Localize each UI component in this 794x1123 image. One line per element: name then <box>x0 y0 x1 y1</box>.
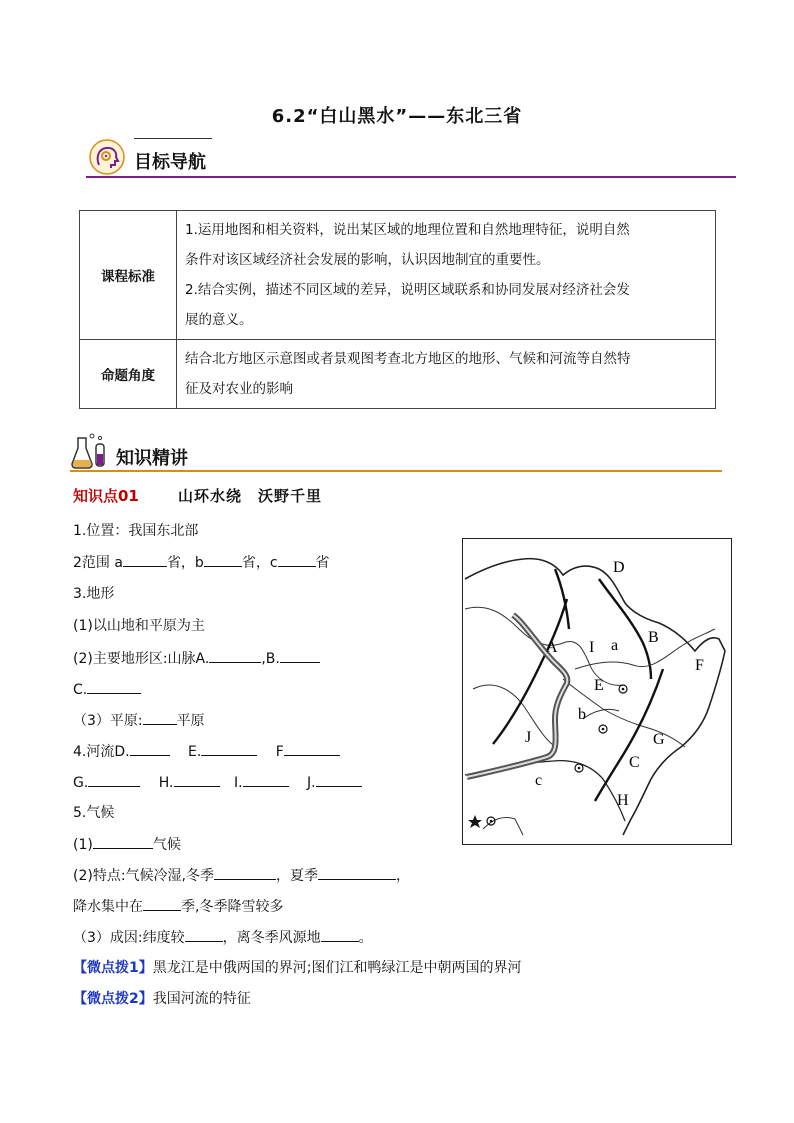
answer-blank[interactable] <box>280 648 320 663</box>
text: F <box>275 744 284 760</box>
line-climate-3 <box>73 896 283 917</box>
tip-label: 【微点拨2】 <box>73 991 153 1007</box>
map-label-i: I <box>589 639 595 656</box>
row-content-angle <box>177 340 716 409</box>
answer-blank[interactable] <box>204 552 242 567</box>
answer-blank[interactable] <box>209 648 261 663</box>
row-label-angle: 命题角度 <box>80 340 177 409</box>
tip-2 <box>73 989 251 1009</box>
text: H. <box>158 775 174 791</box>
line-terrain-c <box>73 679 141 700</box>
map-label-a-lower: a <box>611 637 619 654</box>
answer-blank[interactable] <box>123 552 167 567</box>
standard-line: 1.运用地图和相关资料，说出某区域的地理位置和自然地理特征，说明自然 <box>185 222 630 238</box>
text: 降水集中在 <box>73 899 143 915</box>
text: C. <box>73 682 88 698</box>
answer-blank[interactable] <box>321 927 359 942</box>
tip-label: 【微点拨1】 <box>73 960 153 976</box>
capital-star-icon <box>468 815 482 828</box>
line-climate: 5.气候 <box>73 805 115 821</box>
section-header-goals <box>86 132 736 180</box>
answer-blank[interactable] <box>88 772 140 787</box>
answer-blank[interactable] <box>284 741 340 756</box>
tip-text: 我国河流的特征 <box>152 991 251 1007</box>
table-row <box>80 211 716 340</box>
text: ，离冬季风源地 <box>222 930 321 946</box>
answer-blank[interactable] <box>130 741 170 756</box>
line-rivers-2 <box>73 772 362 793</box>
line-scope <box>73 552 330 573</box>
answer-blank[interactable] <box>174 772 220 787</box>
map-label-a: A <box>546 639 558 656</box>
map-label-h: H <box>617 792 629 809</box>
knowledge-point-heading <box>73 485 322 506</box>
text: 省，b <box>166 555 204 571</box>
map-label-d: D <box>613 559 625 576</box>
answer-blank[interactable] <box>243 772 289 787</box>
tip-text: 黑龙江是中俄两国的界河;图们江和鸭绿江是中朝两国的界河 <box>152 960 522 976</box>
text: ，夏季 <box>276 868 318 884</box>
text: J. <box>307 775 316 791</box>
text: 平原 <box>176 713 205 729</box>
map-label-b-lower: b <box>578 706 586 723</box>
line-terrain-1: (1)以山地和平原为主 <box>73 618 205 634</box>
standard-line: 展的意义。 <box>185 312 253 328</box>
answer-blank[interactable] <box>185 927 223 942</box>
angle-line: 征及对农业的影响 <box>185 381 293 397</box>
page-title: 6.2“白山黑水”——东北三省 <box>271 106 523 127</box>
text: 气候 <box>152 837 181 853</box>
row-content-standard <box>177 211 716 340</box>
line-location: 1.位置：我国东北部 <box>73 523 199 539</box>
knowledge-point-name: 山环水绕 沃野千里 <box>177 487 322 505</box>
line-terrain-2 <box>73 648 320 669</box>
text: 2范围 a <box>73 555 123 571</box>
map-label-c-lower: c <box>535 772 543 789</box>
section-title-knowledge: 知识精讲 <box>116 448 188 469</box>
text: 。 <box>358 930 373 946</box>
answer-blank[interactable] <box>143 896 181 911</box>
answer-blank[interactable] <box>201 741 257 756</box>
section-header-knowledge <box>70 428 722 474</box>
answer-blank[interactable] <box>316 772 362 787</box>
standards-table <box>79 210 716 409</box>
standard-line: 条件对该区域经济社会发展的影响，认识因地制宜的重要性。 <box>185 252 550 268</box>
answer-blank[interactable] <box>143 710 177 725</box>
answer-blank[interactable] <box>318 865 396 880</box>
text: 省，c <box>241 555 278 571</box>
line-climate-1 <box>73 834 181 855</box>
answer-blank[interactable] <box>87 679 141 694</box>
text: （3）平原: <box>73 713 143 729</box>
line-climate-2 <box>73 865 410 886</box>
map-label-e: E <box>594 677 604 694</box>
map-label-b: B <box>648 629 659 646</box>
header-bottom-rule <box>86 176 736 178</box>
text: (1) <box>73 837 93 853</box>
text: ， <box>396 868 410 884</box>
text: (2)特点:气候冷湿,冬季 <box>73 868 214 884</box>
answer-blank[interactable] <box>93 834 153 849</box>
text: ,B. <box>261 651 280 667</box>
standard-line: 2.结合实例，描述不同区域的差异，说明区域联系和协同发展对经济社会发 <box>185 282 630 298</box>
northeast-map <box>462 538 732 845</box>
header-top-rule <box>134 138 212 139</box>
answer-blank[interactable] <box>214 865 276 880</box>
text: 季,冬季降雪较多 <box>181 899 284 915</box>
map-label-c: C <box>629 754 640 771</box>
section-title-goals: 目标导航 <box>134 152 206 173</box>
header-bottom-rule <box>70 470 722 472</box>
text: (2)主要地形区:山脉A. <box>73 651 210 667</box>
line-climate-4 <box>73 927 373 948</box>
text: 省 <box>315 555 330 571</box>
line-terrain: 3.地形 <box>73 586 115 602</box>
map-label-j: J <box>525 729 532 746</box>
line-plain <box>73 710 205 731</box>
text: G. <box>73 775 89 791</box>
text: 4.河流D. <box>73 744 130 760</box>
text: E. <box>188 744 202 760</box>
tip-1 <box>73 958 521 978</box>
text: I. <box>233 775 243 791</box>
head-gears-icon <box>88 138 126 176</box>
text: （3）成因:纬度较 <box>73 930 185 946</box>
line-rivers-1 <box>73 741 340 762</box>
map-label-g: G <box>653 731 665 748</box>
answer-blank[interactable] <box>278 552 316 567</box>
lab-flask-icon <box>70 432 108 470</box>
knowledge-point-label: 知识点01 <box>73 487 139 505</box>
row-label-standard: 课程标准 <box>80 211 177 340</box>
angle-line: 结合北方地区示意图或者景观图考查北方地区的地形、气候和河流等自然特 <box>185 351 631 367</box>
map-svg <box>463 539 731 844</box>
map-label-f: F <box>695 657 704 674</box>
table-row <box>80 340 716 409</box>
